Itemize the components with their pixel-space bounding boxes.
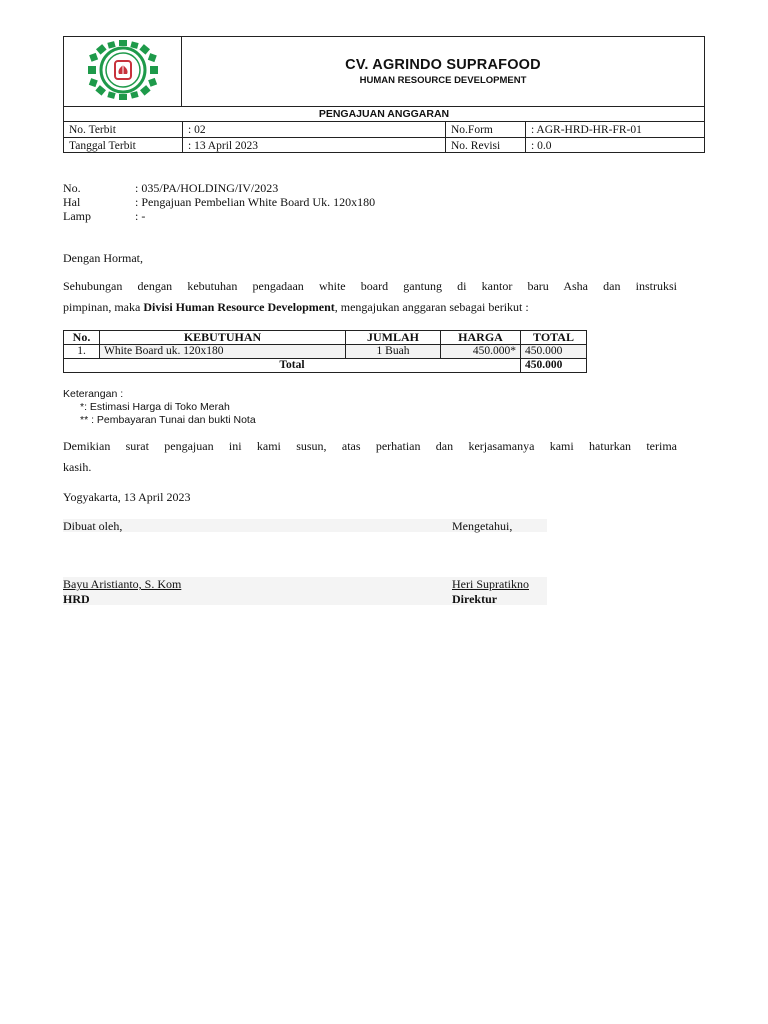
row-no: 1.: [64, 345, 100, 359]
body-line-2-post: , mengajukan anggaran sebagai berikut :: [334, 300, 529, 314]
total-value: 450.000: [521, 359, 587, 373]
form-title: PENGAJUAN ANGGARAN: [64, 106, 704, 122]
keterangan-label: Keterangan :: [63, 388, 124, 400]
col-kebutuhan: KEBUTUHAN: [100, 331, 346, 345]
greeting: Dengan Hormat,: [63, 251, 143, 265]
signer-2-name: Heri Supratikno: [452, 577, 529, 591]
note-1: *: Estimasi Harga di Toko Merah: [80, 401, 230, 413]
approved-by-label: Mengetahui,: [452, 519, 513, 533]
row-kebutuhan: White Board uk. 120x180: [100, 345, 346, 359]
place-date: Yogyakarta, 13 April 2023: [63, 490, 191, 504]
col-harga: HARGA: [441, 331, 521, 345]
note-2: ** : Pembayaran Tunai dan bukti Nota: [80, 414, 256, 426]
total-label: Total: [64, 359, 521, 373]
row-total: 450.000: [521, 345, 587, 359]
no-label: No.: [63, 181, 81, 195]
table-row: [64, 345, 587, 359]
body-paragraph: [63, 276, 677, 318]
department-name: HUMAN RESOURCE DEVELOPMENT: [359, 75, 527, 86]
company-logo: [88, 40, 158, 100]
body-line-2: [63, 297, 677, 318]
form-header: [63, 36, 705, 153]
signer-1-name: Bayu Aristianto, S. Kom: [63, 577, 182, 591]
hal-value: : Pengajuan Pembelian White Board Uk. 120x180: [135, 195, 376, 209]
tanggal-terbit-value: : 13 April 2023: [183, 138, 446, 154]
body-line-1: Sehubungan dengan kebutuhan pengadaan white board gantung di kantor baru Asha dan instruksi: [63, 279, 677, 293]
col-no: No.: [64, 331, 100, 345]
logo-cell: [64, 37, 182, 106]
tanggal-terbit-label: Tanggal Terbit: [64, 138, 183, 154]
closing-line-1: Demikian surat pengajuan ini kami susun, atas perhatian dan kerjasamanya kami haturkan terima: [63, 439, 677, 453]
col-total: TOTAL: [521, 331, 587, 345]
no-revisi-value: : 0.0: [531, 139, 552, 152]
no-form-label: No.Form: [446, 122, 526, 138]
no-terbit-value: : 02: [183, 122, 446, 138]
meta-row: [64, 122, 704, 138]
signer-2-title: Direktur: [452, 592, 498, 606]
made-by-label: Dibuat oleh,: [63, 519, 123, 533]
meta-row: [64, 138, 704, 154]
no-terbit-label: No. Terbit: [64, 122, 183, 138]
table-header-row: [64, 331, 587, 345]
closing-paragraph: [63, 436, 677, 478]
row-harga: 450.000*: [441, 345, 521, 359]
title-cell: [182, 37, 704, 106]
no-form-value: : AGR-HRD-HR-FR-01: [526, 122, 705, 138]
body-line-2-pre: pimpinan, maka: [63, 300, 144, 314]
no-value: : 035/PA/HOLDING/IV/2023: [135, 181, 279, 195]
closing-line-2: kasih.: [63, 460, 92, 474]
signer-1-title: HRD: [63, 592, 90, 606]
company-name: CV. AGRINDO SUPRAFOOD: [345, 57, 541, 73]
lamp-label: Lamp: [63, 209, 91, 223]
no-revisi-label: No. Revisi: [446, 138, 526, 154]
form-meta-table: [64, 122, 704, 153]
table-total-row: [64, 359, 587, 373]
col-jumlah: JUMLAH: [346, 331, 441, 345]
budget-table: [63, 330, 587, 373]
division-name: Divisi Human Resource Development: [143, 300, 335, 314]
lamp-value: : -: [135, 209, 146, 223]
hal-label: Hal: [63, 195, 81, 209]
row-jumlah: 1 Buah: [346, 345, 441, 359]
